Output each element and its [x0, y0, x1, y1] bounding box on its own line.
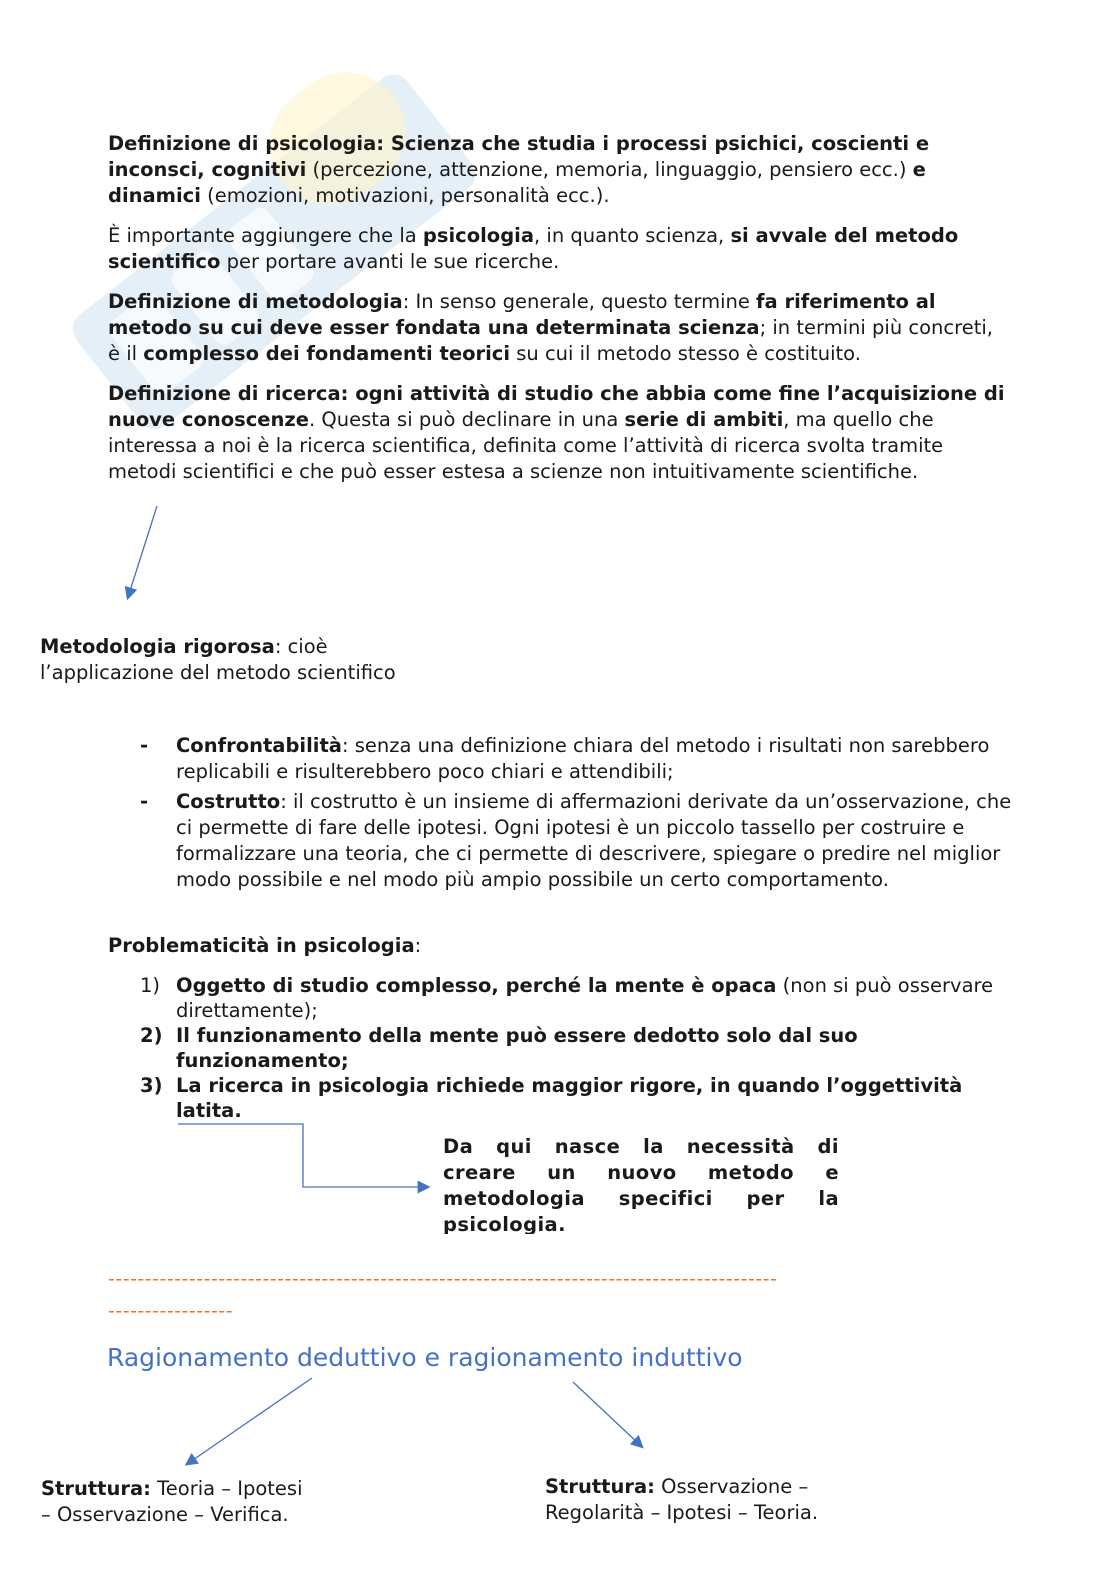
- definition-metodologia-text-1: : In senso generale, questo termine: [402, 290, 757, 313]
- definition-ricerca-text-2: , ma quello che interessa a noi è la ricerca scientifica, definita come l’attività di ricerca svolta tramite metodi scientifici e che può esser estesa a scienze non intuitivamente scientifiche.: [108, 408, 944, 483]
- metodologia-rigorosa-text: : cioè l’applicazione del metodo scientifico: [40, 635, 396, 684]
- importante-text-2: , in quanto scienza,: [534, 224, 731, 247]
- list-item-text: [176, 733, 1016, 785]
- definition-psicologia-bold-1: Scienza che studia i processi psichici, coscienti e inconsci, cognitivi: [108, 132, 930, 181]
- importante-text-3: per portare avanti le sue ricerche.: [220, 250, 560, 273]
- struttura-text: Teoria – Ipotesi – Osservazione – Verifica.: [41, 1477, 303, 1526]
- list-item-body: : senza una definizione chiara del metodo i risultati non sarebbero replicabili e risulterebbero poco chiari e attendibili;: [176, 734, 990, 783]
- arrow-down-left-icon: [110, 500, 170, 605]
- list-item-label: Costrutto: [176, 790, 281, 813]
- number-marker: 1): [140, 974, 161, 997]
- definition-psicologia-bold-2: e dinamici: [108, 158, 926, 207]
- section-heading: Ragionamento deduttivo e ragionamento induttivo: [107, 1343, 743, 1372]
- definition-metodologia-text-3: su cui il metodo stesso è costituito.: [510, 342, 861, 365]
- importante-text-1: È importante aggiungere che la: [108, 224, 423, 247]
- list-item-bold: Oggetto di studio complesso, perché la mente è opaca: [176, 974, 777, 997]
- callout-box: [443, 1134, 839, 1234]
- definition-metodologia-bold-2: complesso dei fondamenti teorici: [143, 342, 511, 365]
- list-item-label: Confrontabilità: [176, 734, 342, 757]
- definition-psicologia-text-1: (percezione, attenzione, memoria, linguaggio, pensiero ecc.): [306, 158, 913, 181]
- number-marker: 2): [140, 1024, 163, 1047]
- definition-ricerca-text-1: . Questa si può declinare in una: [308, 408, 625, 431]
- definition-psicologia-label: Definizione di psicologia:: [108, 132, 385, 155]
- list-item-text: [176, 973, 1016, 1023]
- callout-text: Da qui nasce la necessità di creare un nuovo metodo e metodologia specifici per la psicologia.: [443, 1135, 839, 1234]
- definition-psicologia: [108, 131, 1008, 209]
- struttura-text: Osservazione – Regolarità – Ipotesi – Teoria.: [545, 1475, 819, 1524]
- list-item-bold: La ricerca in psicologia richiede maggior rigore, in quando l’oggettività latita.: [176, 1074, 963, 1122]
- elbow-arrow-icon: [170, 1118, 440, 1198]
- list-item-text: [176, 789, 1016, 893]
- arrow-left-down-icon: [170, 1372, 330, 1472]
- list-item-text: [176, 1073, 1016, 1123]
- struttura-deduttivo: [41, 1476, 306, 1528]
- number-marker: 3): [140, 1074, 163, 1097]
- list-item-text: [176, 1023, 1016, 1073]
- separator-line-1: -------------------------------------------------------------------------------------------: [108, 1268, 778, 1290]
- definition-metodologia-label: Definizione di metodologia: [108, 290, 403, 313]
- problematicita-label: Problematicità in psicologia: [108, 934, 415, 957]
- arrow-right-down-icon: [565, 1376, 660, 1456]
- paragraph-importante: [108, 223, 1008, 275]
- definition-metodologia: [108, 289, 1008, 367]
- list-item-bold: Il funzionamento della mente può essere dedotto solo dal suo funzionamento;: [176, 1024, 858, 1072]
- list-item-body: (non si può osservare direttamente);: [176, 974, 994, 1022]
- struttura-induttivo: [545, 1474, 845, 1526]
- problematicita-colon: :: [414, 934, 422, 957]
- metodologia-rigorosa-label: Metodologia rigorosa: [40, 635, 275, 658]
- separator-line-2: -----------------: [108, 1300, 234, 1322]
- definition-ricerca-label: Definizione di ricerca: ogni attività di studio che abbia come fine l’acquisizione di nuove conoscenze: [108, 382, 1005, 431]
- struttura-label: Struttura:: [545, 1475, 655, 1498]
- list-item-body: : il costrutto è un insieme di affermazioni derivate da un’osservazione, che ci permette di fare delle ipotesi. Ogni ipotesi è un piccolo tassello per costruire e formalizzare una teoria, che ci permette di descrivere, spiegare o predire nel miglior modo possibile e nel modo più ampio possibile un certo comportamento.: [176, 790, 1012, 891]
- definition-metodologia-text-2: ; in termini più concreti, è il: [108, 316, 993, 365]
- bullet-marker: -: [140, 790, 149, 813]
- struttura-label: Struttura:: [41, 1477, 151, 1500]
- importante-bold-1: psicologia: [422, 224, 534, 247]
- importante-bold-2: si avvale del metodo scientifico: [108, 224, 959, 273]
- definition-metodologia-bold-1: fa riferimento al metodo su cui deve esser fondata una determinata scienza: [108, 290, 936, 339]
- definition-ricerca-bold-1: serie di ambiti: [624, 408, 784, 431]
- bullet-marker: -: [140, 734, 149, 757]
- metodologia-rigorosa: [40, 634, 440, 686]
- problematicita-heading: [108, 933, 1008, 959]
- definition-psicologia-text-2: (emozioni, motivazioni, personalità ecc.).: [200, 184, 610, 207]
- definition-ricerca: [108, 381, 1008, 485]
